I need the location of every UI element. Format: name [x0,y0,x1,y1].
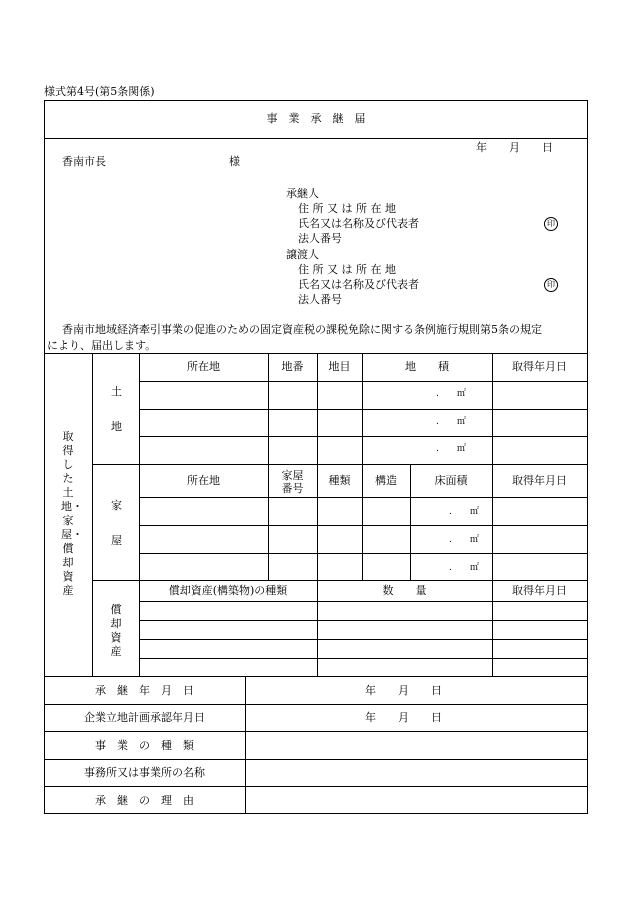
house-col-type: 種類 [328,474,351,487]
bottom-row-line [44,731,588,732]
house-label-1: 家 [111,499,122,512]
plan-approval-date-label: 企業立地計画承認年月日 [84,711,205,724]
land-row-line [139,436,588,437]
frame-bottom [44,813,588,814]
depreciable-label: 償却資産 [110,603,122,658]
transferor-address-label: 住 所 又 は 所 在 地 [298,263,396,276]
frame-left [44,100,45,814]
house-col-acquired: 取得年月日 [512,474,567,487]
house-col-structure: 構造 [375,474,397,487]
house-row-line [139,525,588,526]
statement-line2: により、届出します。 [47,339,157,352]
land-area-unit: . ㎡ [436,444,466,454]
addressee-suffix: 様 [229,155,240,168]
house-label-2: 屋 [111,534,122,547]
land-col-lot: 地番 [281,360,304,373]
bottom-col-line [245,676,246,814]
transferor-heading: 譲渡人 [286,248,319,261]
succession-date-label: 承 継 年 月 日 [95,684,194,697]
land-section-bottom [92,464,588,465]
dep-row-line [139,639,588,640]
land-col-location: 所在地 [187,360,220,373]
land-row-line [139,409,588,410]
land-label-2: 地 [111,420,122,433]
land-area-unit: . ㎡ [436,417,466,427]
title-divider [44,138,588,139]
form-title: 事 業 承 継 届 [266,112,366,125]
dep-col-type: 償却資産(構築物)の種類 [168,584,288,597]
land-col-category: 地目 [328,360,351,373]
plan-approval-date-value: 年 月 日 [365,711,442,724]
house-col-floor-area: 床面積 [434,474,468,487]
successor-corp-label: 法人番号 [298,232,342,245]
succession-reason-label: 承 継 の 理 由 [95,794,194,807]
house-section-bottom [92,580,588,581]
dep-col-acquired: 取得年月日 [512,584,567,597]
successor-address-label: 住 所 又 は 所 在 地 [298,202,396,215]
dep-col-quantity: 数 量 [382,584,427,597]
office-name-label: 事務所又は事業所の名称 [84,766,205,779]
land-col-area: 地 積 [405,360,449,373]
transferor-corp-label: 法人番号 [298,293,342,306]
frame-right [587,100,588,814]
successor-name-label: 氏名又は名称及び代表者 [298,217,419,230]
addressee: 香南市長 [62,155,106,168]
business-type-label: 事 業 の 種 類 [95,739,194,752]
house-row-line [139,497,588,498]
bottom-row-line [44,786,588,787]
side-column-line [92,353,93,676]
asset-table-bottom [44,676,588,677]
successor-seal-icon: 印 [544,217,558,231]
succession-date-value: 年 月 日 [365,684,442,697]
transferor-name-label: 氏名又は名称及び代表者 [298,278,419,291]
land-label-1: 土 [111,385,122,398]
house-area-unit: . ㎡ [449,507,479,517]
asset-table-top [44,353,588,354]
side-label: 取得した土地・家屋・償却資産 [61,430,83,597]
bottom-row-line [44,759,588,760]
house-row-line [139,553,588,554]
house-area-unit: . ㎡ [449,563,479,573]
submission-date: 年 月 日 [476,141,553,154]
statement-line1: 香南市地域経済牽引事業の促進のための固定資産税の課税免除に関する条例施行規則第5条の規定 [62,323,542,336]
land-area-unit: . ㎡ [436,389,466,399]
frame-top [44,100,588,101]
dep-row-line [139,658,588,659]
land-col-acquired: 取得年月日 [512,360,567,373]
sublabel-column-line [139,353,140,676]
dep-row-line [139,620,588,621]
house-area-unit: . ㎡ [449,535,479,545]
successor-heading: 承継人 [286,187,319,200]
transferor-seal-icon: 印 [544,278,558,292]
house-col-number: 家屋番号 [281,469,304,495]
house-col-location: 所在地 [187,474,220,487]
land-row-line [139,381,588,382]
dep-row-line [139,601,588,602]
form-number: 様式第4号(第5条関係) [44,85,155,98]
bottom-row-line [44,704,588,705]
